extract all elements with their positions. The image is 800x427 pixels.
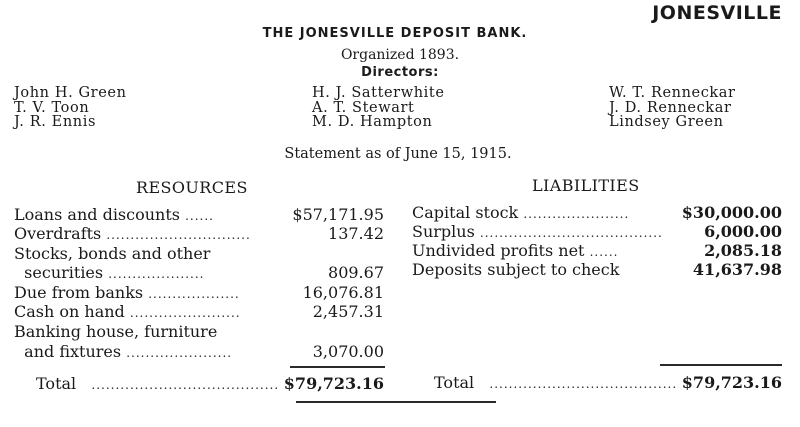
total-label: Total .......................................	[434, 373, 678, 392]
row-label: Loans and discounts ......	[14, 205, 214, 224]
directors-heading: Directors:	[361, 65, 439, 80]
row-label: Due from banks ...................	[14, 283, 240, 302]
total-amount: $79,723.16	[681, 373, 782, 392]
row-amount: 2,457.31	[312, 302, 384, 321]
row-amount: $57,171.95	[292, 205, 384, 224]
directors-column-1	[14, 86, 127, 130]
liabilities-heading: LIABILITIES	[532, 176, 640, 195]
row-label: Deposits subject to check	[412, 260, 620, 279]
row-label: Undivided profits net ......	[412, 241, 619, 260]
total-amount: $79,723.16	[283, 374, 384, 393]
row-label: Overdrafts ..............................	[14, 224, 251, 243]
director-name: John H. Green	[14, 85, 127, 101]
resources-underline	[296, 401, 496, 403]
organized-line: Organized 1893.	[340, 47, 460, 63]
directors-column-3	[609, 86, 736, 130]
bank-name: THE JONESVILLE DEPOSIT BANK.	[262, 26, 528, 41]
statement-date: Statement as of June 15, 1915.	[284, 146, 512, 162]
director-name: J. R. Ennis	[14, 114, 96, 130]
director-name: M. D. Hampton	[312, 114, 433, 130]
total-label: Total .......................................	[36, 374, 280, 393]
row-label: Stocks, bonds and other	[14, 244, 211, 263]
row-amount: $30,000.00	[681, 203, 782, 222]
liabilities-total-rule	[660, 364, 782, 366]
director-name: A. T. Stewart	[312, 99, 415, 116]
row-label: Cash on hand .......................	[14, 302, 241, 321]
row-amount: 16,076.81	[302, 283, 384, 302]
row-label: Capital stock ......................	[412, 203, 630, 222]
row-amount: 41,637.98	[692, 260, 782, 279]
row-label: securities ....................	[14, 263, 205, 282]
town-heading: JONESVILLE	[652, 2, 782, 24]
row-amount: 2,085.18	[704, 241, 782, 260]
director-name: W. T. Renneckar	[609, 85, 736, 101]
row-label: Banking house, furniture	[14, 322, 218, 341]
row-amount: 3,070.00	[312, 342, 384, 361]
director-name: T. V. Toon	[14, 99, 90, 116]
row-amount: 6,000.00	[704, 222, 782, 241]
row-label: Surplus ......................................	[412, 222, 663, 241]
resources-total-rule	[290, 366, 385, 368]
row-amount: 809.67	[328, 263, 384, 282]
director-name: H. J. Satterwhite	[312, 85, 445, 101]
director-name: J. D. Renneckar	[609, 99, 732, 116]
row-label: and fixtures ......................	[14, 342, 233, 361]
directors-column-2	[312, 86, 445, 130]
director-name: Lindsey Green	[609, 114, 724, 130]
resources-heading: RESOURCES	[136, 178, 248, 197]
row-amount: 137.42	[328, 224, 384, 243]
